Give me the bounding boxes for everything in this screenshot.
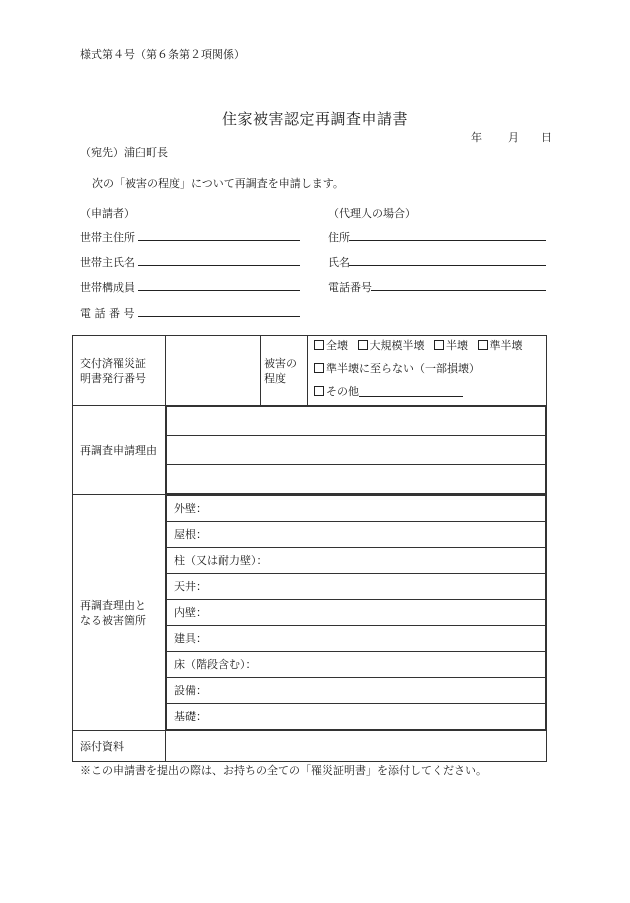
location-area [166,495,547,731]
location-item[interactable]: 外壁： [167,496,546,522]
option-total-collapse[interactable]: 全壊 [314,339,348,352]
attachments-field[interactable] [166,731,547,762]
checkbox-icon [478,340,488,350]
other-detail-field[interactable] [359,384,463,397]
location-item[interactable]: 屋根： [167,522,546,548]
reason-area [166,406,547,495]
option-partial-damage[interactable]: 準半壊に至らない（一部損壊） [308,359,546,382]
checkbox-icon [358,340,368,350]
reason-line[interactable] [167,465,546,494]
footnote: ※この申請書を提出の際は、お持ちの全ての「罹災証明書」を添付してください。 [80,764,487,777]
applicant-heading: （申請者） [80,207,135,220]
applicant-address-label: 世帯主住所 [80,231,135,244]
date-day-label: 日 [541,131,552,144]
applicant-address-field[interactable] [138,240,300,241]
agent-phone-label: 電話番号 [328,281,372,294]
form-number: 様式第４号（第６条第２項関係） [80,48,245,61]
applicant-phone-field[interactable] [138,316,300,317]
agent-address-field[interactable] [349,240,546,241]
checkbox-icon [314,340,324,350]
applicant-phone-label: 電 話 番 号 [80,307,135,320]
option-large-scale-half[interactable]: 大規模半壊 [358,339,425,352]
option-other[interactable]: その他 [308,382,546,405]
cert-number-field[interactable] [166,336,261,406]
damage-degree-label: 被害の程度 [261,336,308,406]
attachments-label: 添付資料 [73,731,166,762]
location-item[interactable]: 柱（又は耐力壁）： [167,548,546,574]
applicant-name-field[interactable] [138,265,300,266]
location-item[interactable]: 基礎： [167,704,546,730]
location-label: 再調査理由となる被害箇所 [73,495,166,731]
checkbox-icon [434,340,444,350]
agent-address-label: 住所 [328,231,350,244]
intro-text: 次の「被害の程度」について再調査を申請します。 [92,177,344,190]
cert-number-label: 交付済罹災証明書発行番号 [73,336,166,406]
reason-line[interactable] [167,436,546,465]
agent-name-field[interactable] [349,265,546,266]
application-table [72,335,547,762]
option-semi-half[interactable]: 準半壊 [478,339,523,352]
checkbox-icon [314,363,324,373]
page-title: 住家被害認定再調査申請書 [221,110,408,128]
date-month-label: 月 [508,131,519,144]
location-item[interactable]: 設備： [167,678,546,704]
applicant-name-label: 世帯主氏名 [80,256,135,269]
damage-options [308,336,547,406]
reason-line[interactable] [167,407,546,436]
location-item[interactable]: 内壁： [167,600,546,626]
location-item[interactable]: 天井： [167,574,546,600]
household-members-label: 世帯構成員 [80,281,135,294]
option-half-collapse[interactable]: 半壊 [434,339,468,352]
date-year-label: 年 [471,131,482,144]
reason-label: 再調査申請理由 [73,406,166,495]
agent-phone-field[interactable] [371,290,546,291]
household-members-field[interactable] [138,290,300,291]
location-item[interactable]: 床（階段含む）： [167,652,546,678]
checkbox-icon [314,386,324,396]
addressee: （宛先）浦臼町長 [80,146,168,159]
agent-heading: （代理人の場合） [328,207,416,220]
agent-name-label: 氏名 [328,256,350,269]
location-item[interactable]: 建具： [167,626,546,652]
